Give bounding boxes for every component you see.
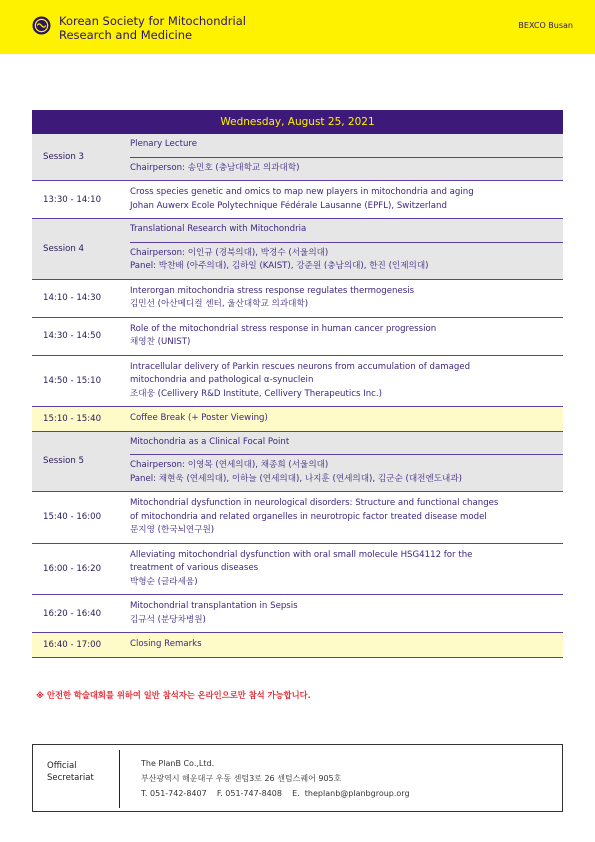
row-content: [130, 595, 563, 632]
session-title: [130, 432, 563, 456]
speaker: 김규석 (분당차병원): [130, 614, 206, 625]
session-chairs: [130, 455, 563, 491]
speaker: 박형순 (글라세움): [130, 576, 198, 587]
time-slot: 16:40 - 17:00: [43, 639, 102, 650]
talk-title: Interorgan mitochondria stress response regulates thermogenesis: [130, 285, 415, 296]
row-content: [130, 633, 563, 657]
talk-details: [130, 407, 563, 431]
talk-title: mitochondria and pathological α-synuclein: [130, 375, 314, 385]
talk-details: [130, 356, 563, 407]
speaker: 문지영 (한국뇌연구원): [130, 525, 215, 535]
talk-details: [130, 544, 563, 595]
society-name-line2: Research and Medicine: [59, 27, 193, 42]
session-chairs: [130, 158, 563, 181]
talk-title: of mitochondria and related organelles in neurotropic factor treated disease model: [130, 511, 487, 522]
talk-row: [32, 356, 563, 408]
session-row: [32, 432, 563, 493]
talk-row: [32, 595, 563, 633]
talk-details: [130, 633, 563, 657]
secretariat-label-line1: Official: [47, 761, 77, 771]
venue-label: BEXCO Busan: [518, 21, 573, 30]
secretariat-info: [141, 756, 410, 801]
row-content: [130, 492, 563, 543]
time-slot: 14:30 - 14:50: [43, 331, 102, 341]
text-line: Panel: 채현욱 (연세의대), 이하늘 (연세의대), 나지훈 (연세의대), 김군순 (대전엔도내과): [130, 473, 462, 484]
talk-details: [130, 595, 563, 632]
talk-details: [130, 280, 563, 317]
time-slot: 14:10 - 14:30: [43, 293, 102, 303]
text-line: Chairperson: 이인규 (경북의대), 박경수 (서울의대): [130, 247, 329, 258]
time-slot: 15:10 - 15:40: [43, 413, 102, 424]
speaker: Johan Auwerx Ecole Polytechnique Fédérale Lausanne (EPFL), Switzerland: [130, 200, 447, 211]
talk-title: Mitochondrial transplantation in Sepsis: [130, 601, 298, 611]
session-label: Session 4: [43, 243, 84, 254]
time-slot: 13:30 - 14:10: [43, 194, 102, 205]
attendance-notice: ※ 안전한 학술대회를 위하여 일반 참석자는 온라인으로만 참석 가능합니다.: [36, 690, 311, 700]
talk-title: Intracellular delivery of Parkin rescues neurons from accumulation of damaged: [130, 361, 471, 372]
secretariat-address: 부산광역시 해운대구 우동 센텀3로 26 센텀스퀘어 905호: [141, 774, 342, 783]
secretariat-contact: T. 051-742-8407 F. 051-747-8408 E. theplanb@planbgroup.org: [141, 789, 410, 798]
session-title: [130, 219, 563, 243]
talk-details: [130, 492, 563, 543]
row-content: [130, 544, 563, 595]
talk-title: treatment of various diseases: [130, 563, 259, 573]
session-row: [32, 219, 563, 280]
break-row: [32, 633, 563, 658]
talk-title: Cross species genetic and omics to map new players in mitochondria and aging: [130, 187, 474, 197]
row-content: [130, 219, 563, 279]
session-title: [130, 134, 563, 158]
page-header: [0, 0, 595, 54]
text-line: Chairperson: 이영목 (연세의대), 채종희 (서울의대): [130, 460, 329, 470]
secretariat-box: [32, 744, 563, 812]
time-slot: 14:50 - 15:10: [43, 375, 102, 386]
talk-title: Closing Remarks: [130, 639, 202, 649]
speaker: 채영찬 (UNIST): [130, 337, 191, 347]
talk-title: Coffee Break (+ Poster Viewing): [130, 413, 268, 423]
row-content: [130, 318, 563, 355]
session-chairs: [130, 243, 563, 279]
secretariat-label-line2: Secretariat: [47, 773, 94, 783]
talk-title: Alleviating mitochondrial dysfunction with oral small molecule HSG4112 for the: [130, 549, 473, 560]
talk-row: [32, 318, 563, 356]
day-title: Wednesday, August 25, 2021: [32, 110, 563, 134]
time-slot: 16:20 - 16:40: [43, 608, 102, 619]
secretariat-company: The PlanB Co.,Ltd.: [141, 759, 215, 768]
text-line: Plenary Lecture: [130, 139, 198, 149]
talk-details: [130, 318, 563, 355]
talk-row: [32, 492, 563, 544]
talk-title: Mitochondrial dysfunction in neurological disorders: Structure and functional changes: [130, 498, 499, 508]
talk-details: [130, 181, 563, 218]
speaker: 조대웅 (Cellivery R&D Institute, Cellivery Therapeutics Inc.): [130, 388, 382, 399]
text-line: Mitochondria as a Clinical Focal Point: [130, 436, 290, 447]
break-row: [32, 407, 563, 432]
time-slot: 15:40 - 16:00: [43, 512, 102, 523]
session-row: [32, 134, 563, 181]
secretariat-divider: [119, 750, 120, 808]
speaker: 김민선 (아산메디컬 센터, 울산대학교 의과대학): [130, 299, 309, 309]
text-line: Chairperson: 송민호 (충남대학교 의과대학): [130, 162, 300, 173]
society-name-line1: Korean Society for Mitochondrial: [59, 14, 246, 28]
schedule-table: [32, 134, 563, 658]
row-content: [130, 181, 563, 218]
row-content: [130, 134, 563, 180]
row-content: [130, 407, 563, 431]
row-content: [130, 280, 563, 317]
talk-row: [32, 280, 563, 318]
talk-title: Role of the mitochondrial stress response in human cancer progression: [130, 323, 437, 334]
society-logo-icon: [32, 16, 51, 35]
row-content: [130, 432, 563, 492]
secretariat-label: [47, 760, 94, 784]
text-line: Translational Research with Mitochondria: [130, 224, 307, 234]
session-label: Session 3: [43, 152, 84, 162]
time-slot: 16:00 - 16:20: [43, 563, 102, 574]
talk-row: [32, 544, 563, 596]
society-name: [59, 15, 359, 42]
row-content: [130, 356, 563, 407]
talk-row: [32, 181, 563, 219]
text-line: Panel: 박찬배 (아주의대), 김하일 (KAIST), 강준원 (충남의대), 한진 (인제의대): [130, 261, 429, 271]
session-label: Session 5: [43, 456, 84, 467]
